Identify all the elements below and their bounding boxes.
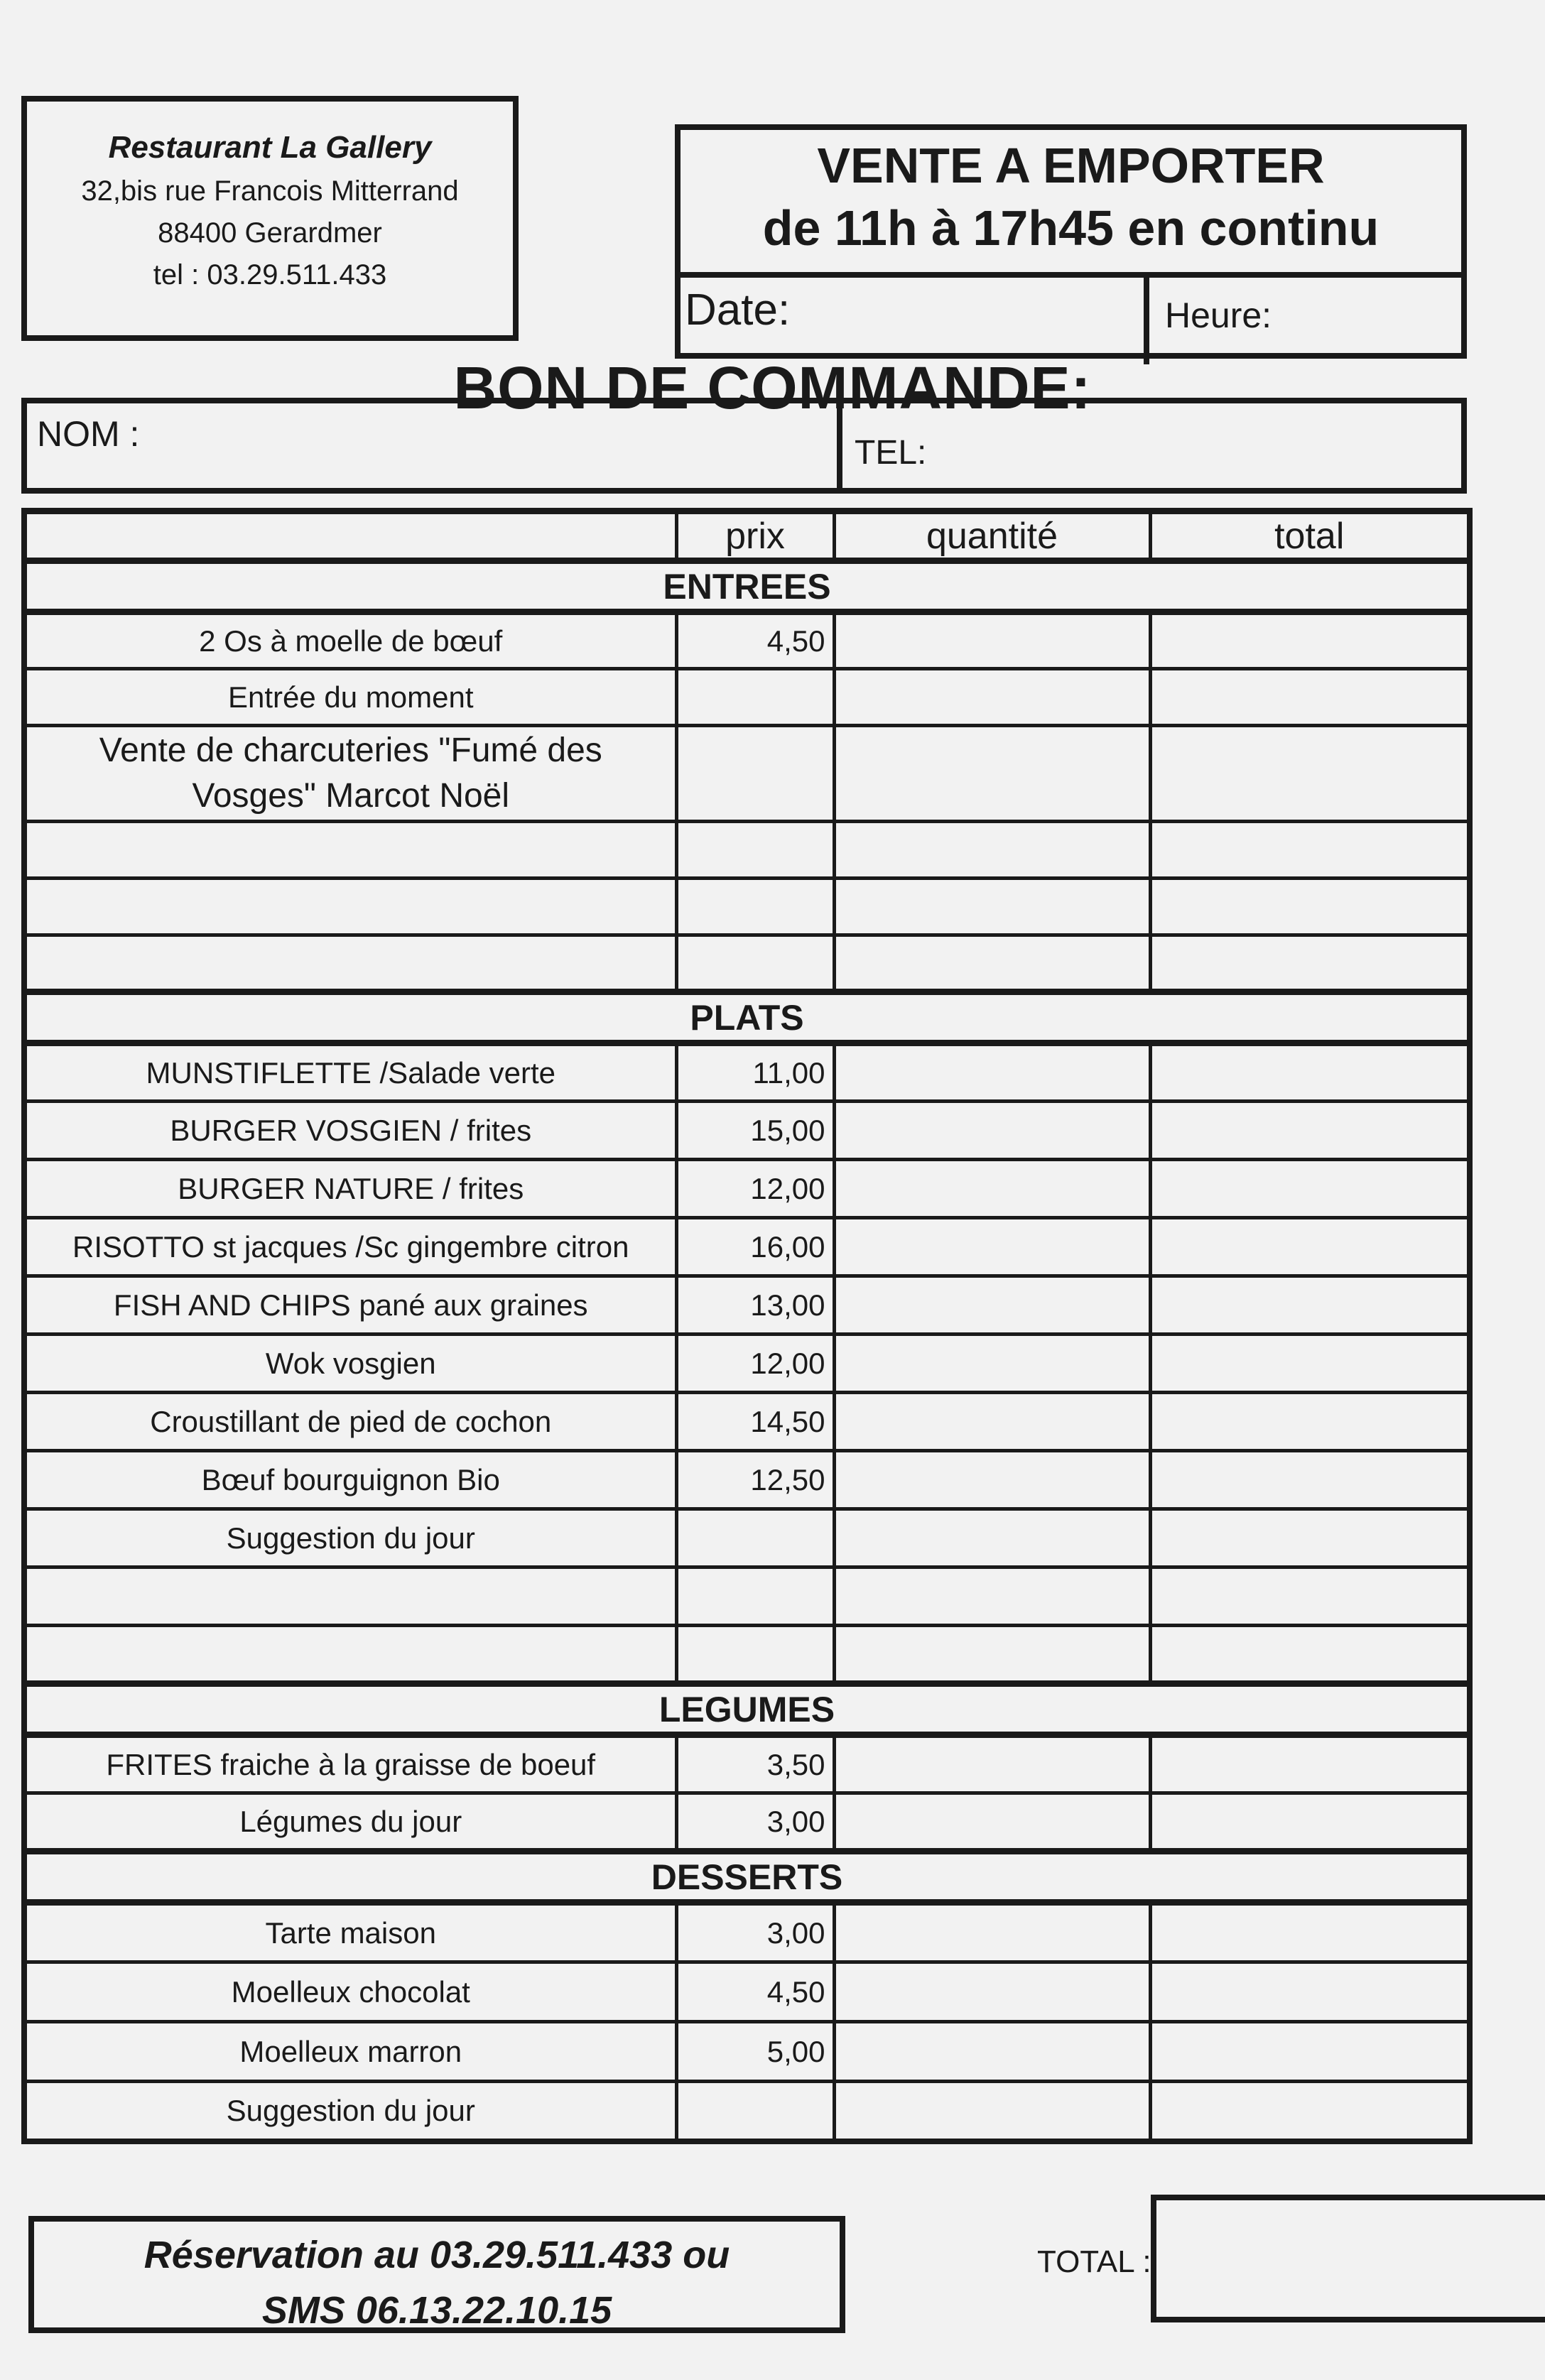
item-price xyxy=(676,1567,834,1626)
quantity-cell[interactable] xyxy=(834,1509,1150,1567)
item-label: 2 Os à moelle de bœuf xyxy=(24,612,676,669)
total-cell[interactable] xyxy=(1150,1567,1470,1626)
total-field[interactable] xyxy=(1151,2195,1545,2322)
quantity-cell[interactable] xyxy=(834,2082,1150,2141)
item-price xyxy=(676,879,834,935)
section-title: DESSERTS xyxy=(24,1852,1470,1903)
takeaway-hours: de 11h à 17h45 en continu xyxy=(762,200,1379,256)
item-label: Suggestion du jour xyxy=(24,1509,676,1567)
table-row xyxy=(24,1903,1470,1962)
item-label: MUNSTIFLETTE /Salade verte xyxy=(24,1043,676,1102)
restaurant-tel: tel : 03.29.511.433 xyxy=(153,259,387,290)
table-row xyxy=(24,1567,1470,1626)
quantity-cell[interactable] xyxy=(834,1393,1150,1451)
total-cell[interactable] xyxy=(1150,1276,1470,1335)
table-row xyxy=(24,1218,1470,1276)
divider xyxy=(1144,278,1149,364)
section-entrees xyxy=(24,561,1470,612)
order-table xyxy=(21,508,1467,2144)
header-total: total xyxy=(1150,511,1470,561)
item-label: Croustillant de pied de cochon xyxy=(24,1393,676,1451)
item-label xyxy=(24,1567,676,1626)
restaurant-address: 32,bis rue Francois Mitterrand xyxy=(81,175,459,207)
total-cell[interactable] xyxy=(1150,612,1470,669)
table-row xyxy=(24,1160,1470,1218)
table-row xyxy=(24,2022,1470,2082)
section-title: ENTREES xyxy=(24,561,1470,612)
table-row xyxy=(24,1962,1470,2022)
total-cell[interactable] xyxy=(1150,879,1470,935)
item-price xyxy=(676,1509,834,1567)
item-price: 4,50 xyxy=(676,1962,834,2022)
header-item xyxy=(24,511,676,561)
item-price: 3,00 xyxy=(676,1903,834,1962)
phone-field-label[interactable]: TEL: xyxy=(855,434,927,472)
item-price: 3,50 xyxy=(676,1735,834,1793)
table-row xyxy=(24,1102,1470,1160)
quantity-cell[interactable] xyxy=(834,1735,1150,1793)
total-cell[interactable] xyxy=(1150,1962,1470,2022)
table-row xyxy=(24,1276,1470,1335)
table-row xyxy=(24,1793,1470,1852)
item-label: Vente de charcuteries "Fumé des Vosges" Marcot Noël xyxy=(24,726,676,822)
quantity-cell[interactable] xyxy=(834,822,1150,879)
restaurant-name: Restaurant La Gallery xyxy=(108,130,432,165)
item-price xyxy=(676,2082,834,2141)
quantity-cell[interactable] xyxy=(834,1102,1150,1160)
table-row xyxy=(24,879,1470,935)
table-header xyxy=(24,511,1470,561)
item-price: 5,00 xyxy=(676,2022,834,2082)
header-prix: prix xyxy=(676,511,834,561)
restaurant-info-box xyxy=(21,96,519,341)
table-row xyxy=(24,1509,1470,1567)
reservation-phone: Réservation au 03.29.511.433 ou xyxy=(143,2234,730,2276)
quantity-cell[interactable] xyxy=(834,1218,1150,1276)
total-cell[interactable] xyxy=(1150,1451,1470,1509)
total-cell[interactable] xyxy=(1150,1903,1470,1962)
item-price: 12,00 xyxy=(676,1335,834,1393)
item-price xyxy=(676,726,834,822)
quantity-cell[interactable] xyxy=(834,1451,1150,1509)
quantity-cell[interactable] xyxy=(834,726,1150,822)
table-row xyxy=(24,1735,1470,1793)
item-price xyxy=(676,822,834,879)
total-cell[interactable] xyxy=(1150,669,1470,726)
customer-info-box xyxy=(21,398,1467,494)
divider xyxy=(837,403,842,488)
page-title: BON DE COMMANDE: xyxy=(453,354,1092,421)
table-row xyxy=(24,1335,1470,1393)
item-label: BURGER VOSGIEN / frites xyxy=(24,1102,676,1160)
table-row xyxy=(24,726,1470,822)
name-field-label[interactable]: NOM : xyxy=(37,414,140,454)
quantity-cell[interactable] xyxy=(834,1903,1150,1962)
quantity-cell[interactable] xyxy=(834,935,1150,992)
quantity-cell[interactable] xyxy=(834,1276,1150,1335)
item-label: FRITES fraiche à la graisse de boeuf xyxy=(24,1735,676,1793)
reservation-sms: SMS 06.13.22.10.15 xyxy=(261,2289,612,2332)
item-label: Tarte maison xyxy=(24,1903,676,1962)
item-price xyxy=(676,935,834,992)
total-cell[interactable] xyxy=(1150,2022,1470,2082)
item-price: 4,50 xyxy=(676,612,834,669)
section-plats xyxy=(24,992,1470,1043)
restaurant-city: 88400 Gerardmer xyxy=(158,217,382,249)
item-label xyxy=(24,822,676,879)
total-cell[interactable] xyxy=(1150,935,1470,992)
quantity-cell[interactable] xyxy=(834,1567,1150,1626)
item-label: Wok vosgien xyxy=(24,1335,676,1393)
takeaway-hours-box xyxy=(675,124,1467,359)
item-label: BURGER NATURE / frites xyxy=(24,1160,676,1218)
quantity-cell[interactable] xyxy=(834,1160,1150,1218)
table-row xyxy=(24,935,1470,992)
table-row xyxy=(24,822,1470,879)
item-price: 15,00 xyxy=(676,1102,834,1160)
item-label: FISH AND CHIPS pané aux graines xyxy=(24,1276,676,1335)
total-cell[interactable] xyxy=(1150,1043,1470,1102)
item-label: Moelleux marron xyxy=(24,2022,676,2082)
section-legumes xyxy=(24,1684,1470,1735)
total-cell[interactable] xyxy=(1150,1160,1470,1218)
total-cell[interactable] xyxy=(1150,1102,1470,1160)
quantity-cell[interactable] xyxy=(834,1335,1150,1393)
quantity-cell[interactable] xyxy=(834,1962,1150,2022)
quantity-cell[interactable] xyxy=(834,669,1150,726)
quantity-cell[interactable] xyxy=(834,612,1150,669)
item-price: 16,00 xyxy=(676,1218,834,1276)
section-desserts xyxy=(24,1852,1470,1903)
table-row xyxy=(24,1043,1470,1102)
item-price: 13,00 xyxy=(676,1276,834,1335)
total-cell[interactable] xyxy=(1150,1335,1470,1393)
item-label: Bœuf bourguignon Bio xyxy=(24,1451,676,1509)
item-label: Entrée du moment xyxy=(24,669,676,726)
total-cell[interactable] xyxy=(1150,1509,1470,1567)
item-label xyxy=(24,879,676,935)
item-price: 12,00 xyxy=(676,1160,834,1218)
item-price: 12,50 xyxy=(676,1451,834,1509)
item-label: Moelleux chocolat xyxy=(24,1962,676,2022)
table-row xyxy=(24,1626,1470,1684)
item-price: 11,00 xyxy=(676,1043,834,1102)
total-cell[interactable] xyxy=(1150,726,1470,822)
item-label xyxy=(24,1626,676,1684)
item-price xyxy=(676,1626,834,1684)
header-quantite: quantité xyxy=(834,511,1150,561)
total-label: TOTAL : xyxy=(1037,2244,1151,2279)
table-row xyxy=(24,2082,1470,2141)
quantity-cell[interactable] xyxy=(834,879,1150,935)
item-label: Suggestion du jour xyxy=(24,2082,676,2141)
total-cell[interactable] xyxy=(1150,1735,1470,1793)
section-title: LEGUMES xyxy=(24,1684,1470,1735)
quantity-cell[interactable] xyxy=(834,1793,1150,1852)
item-label xyxy=(24,935,676,992)
takeaway-title: VENTE A EMPORTER xyxy=(817,138,1325,193)
item-price: 3,00 xyxy=(676,1793,834,1852)
date-field-label[interactable]: Date: xyxy=(685,286,791,335)
time-field-label[interactable]: Heure: xyxy=(1165,295,1272,335)
total-cell[interactable] xyxy=(1150,822,1470,879)
item-label: RISOTTO st jacques /Sc gingembre citron xyxy=(24,1218,676,1276)
total-cell[interactable] xyxy=(1150,1393,1470,1451)
table-row xyxy=(24,1451,1470,1509)
total-cell[interactable] xyxy=(1150,1793,1470,1852)
quantity-cell[interactable] xyxy=(834,2022,1150,2082)
table-row xyxy=(24,612,1470,669)
section-title: PLATS xyxy=(24,992,1470,1043)
item-price xyxy=(676,669,834,726)
total-cell[interactable] xyxy=(1150,1218,1470,1276)
quantity-cell[interactable] xyxy=(834,1626,1150,1684)
item-label: Légumes du jour xyxy=(24,1793,676,1852)
item-price: 14,50 xyxy=(676,1393,834,1451)
quantity-cell[interactable] xyxy=(834,1043,1150,1102)
table-row xyxy=(24,669,1470,726)
total-cell[interactable] xyxy=(1150,1626,1470,1684)
total-cell[interactable] xyxy=(1150,2082,1470,2141)
table-row xyxy=(24,1393,1470,1451)
reservation-box xyxy=(28,2216,845,2333)
